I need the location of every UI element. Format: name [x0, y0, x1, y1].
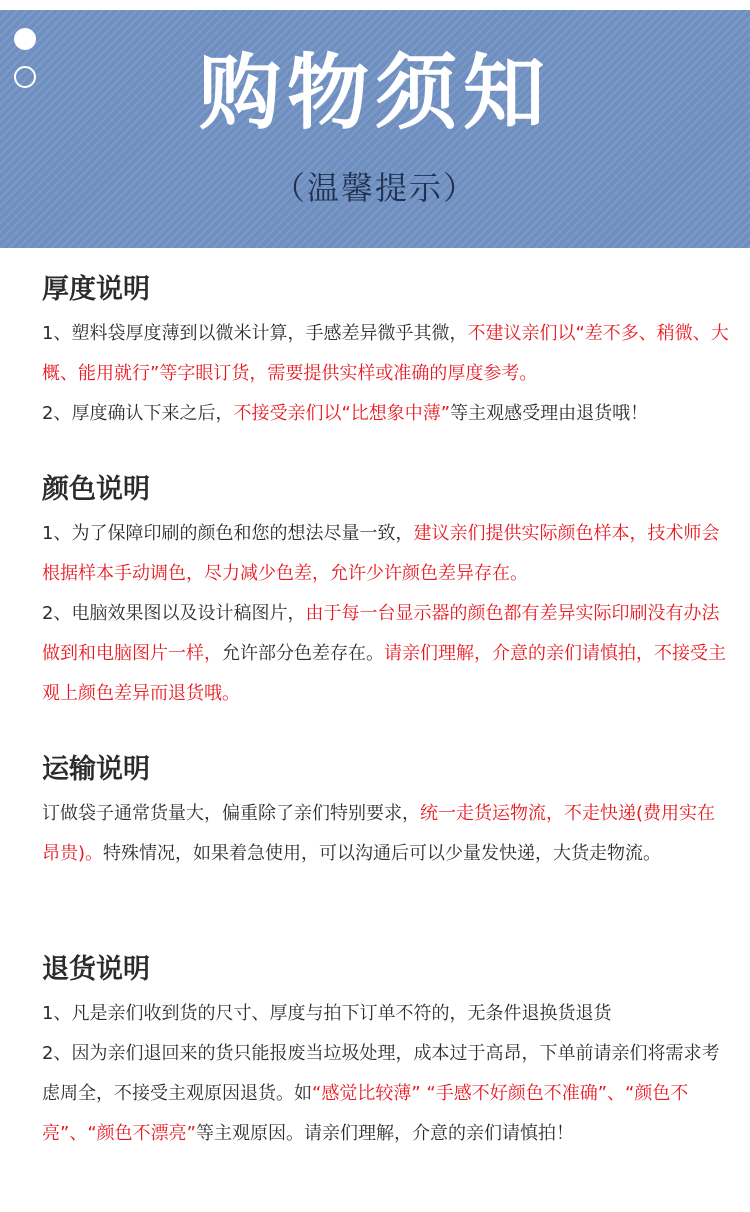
return-section — [42, 950, 732, 1154]
body-text: 1、凡是亲们收到货的尺寸、厚度与拍下订单不符的，无条件退换货退货 — [42, 1003, 612, 1024]
page-title: 购物须知 — [198, 46, 551, 141]
body-text: 1、为了保障印刷的颜色和您的想法尽量一致， — [42, 523, 414, 544]
thickness-paragraph-2 — [42, 394, 732, 434]
color-section — [42, 470, 732, 714]
body-text: 2、因为亲们退回来的货只能报废当垃圾处理，成本过于高昂，下单前请亲们将需求考虑周全，不接受主观原因退货。如 — [42, 1043, 720, 1104]
body-text: 2、电脑效果图以及设计稿图片， — [42, 603, 306, 624]
body-text: 2、厚度确认下来之后， — [42, 403, 234, 424]
body-text: 1、塑料袋厚度薄到以微米计算，手感差异微乎其微， — [42, 323, 468, 344]
color-paragraph-1 — [42, 514, 732, 594]
body-text: 等主观原因。请亲们理解，介意的亲们请慎拍！ — [195, 1123, 574, 1144]
shipping-paragraph-1 — [42, 794, 732, 874]
shipping-section — [42, 750, 732, 874]
highlighted-text: “感觉比较薄” “手感不好颜色不准确”、“颜色不亮”、“颜色不漂亮” — [42, 1083, 689, 1144]
highlighted-text: 请亲们理解，介意的亲们请慎拍，不接受主观上颜色差异而退货哦。 — [42, 643, 726, 704]
body-text: 等主观感受理由退货哦！ — [450, 403, 649, 424]
body-text: 订做袋子通常货量大，偏重除了亲们特别要求， — [42, 803, 420, 824]
highlighted-text: 建议亲们提供实际颜色样本，技术师会根据样本手动调色，尽力减少色差，允许少许颜色差异存在。 — [42, 523, 720, 584]
highlighted-text: 不建议亲们以“差不多、稍微、大概、能用就行”等字眼订货，需要提供实样或准确的厚度参考。 — [42, 323, 729, 384]
highlighted-text: 统一走货运物流，不走快递(费用实在昂贵)。 — [42, 803, 716, 864]
thickness-paragraph-1 — [42, 314, 732, 394]
highlighted-text: 不接受亲们以“比想象中薄” — [233, 403, 451, 424]
shipping-heading: 运输说明 — [42, 754, 150, 785]
highlighted-text: 由于每一台显示器的颜色都有差异实际印刷没有办法做到和电脑图片一样， — [42, 603, 720, 664]
body-text: 允许部分色差存在。 — [222, 643, 384, 664]
return-paragraph-1 — [42, 994, 732, 1034]
return-paragraph-2 — [42, 1034, 732, 1154]
thickness-section — [42, 270, 732, 434]
color-paragraph-2 — [42, 594, 732, 714]
header-banner — [0, 10, 750, 248]
color-heading: 颜色说明 — [42, 474, 150, 505]
page-subtitle: （温馨提示） — [272, 169, 477, 207]
thickness-heading: 厚度说明 — [42, 274, 150, 305]
body-text: 特殊情况，如果着急使用，可以沟通后可以少量发快递，大货走物流。 — [103, 843, 662, 864]
return-heading: 退货说明 — [42, 954, 150, 985]
